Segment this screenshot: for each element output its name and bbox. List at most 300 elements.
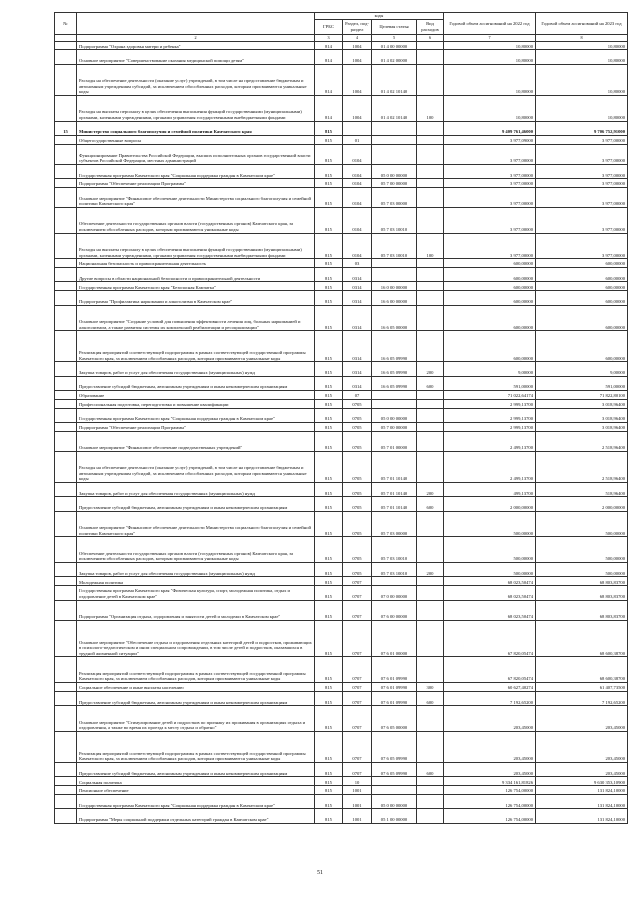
row-number-cell: [55, 64, 77, 95]
row-razdel-cell: 0707: [343, 691, 372, 705]
row-number-cell: [55, 423, 77, 432]
row-2022-value-cell: 500,00000: [444, 511, 536, 537]
table-row: [55, 563, 628, 577]
row-razdel-cell: 0707: [343, 577, 372, 586]
row-vr-cell: 200: [417, 483, 444, 497]
row-razdel-cell: 0705: [343, 408, 372, 422]
row-2023-value-cell: 600,00000: [536, 291, 628, 305]
table-row: [55, 207, 628, 233]
row-grbs-cell: 815: [315, 391, 343, 400]
table-row: [55, 794, 628, 808]
row-2023-value-cell: 7 192,65200: [536, 691, 628, 705]
row-2022-value-cell: 3 977,00000: [444, 144, 536, 164]
row-vr-cell: [417, 657, 444, 683]
col-vr-header: Вид расходов: [417, 19, 444, 34]
table-row: [55, 179, 628, 188]
table-row: [55, 762, 628, 776]
row-number-cell: [55, 691, 77, 705]
row-2023-value-cell: 3 977,00000: [536, 187, 628, 207]
table-row: [55, 259, 628, 268]
row-number-cell: [55, 399, 77, 408]
row-name-cell: Функционирование Правительства Российской Федерации, высших исполнительных органов государственной власти субъектов Российской Федерации, местных администраций: [77, 144, 315, 164]
row-2022-value-cell: 67 820,05474: [444, 657, 536, 683]
row-2023-value-cell: 9,00000: [536, 362, 628, 376]
table-row: [55, 164, 628, 178]
row-vr-cell: [417, 64, 444, 95]
row-name-cell: Молодежная политика: [77, 577, 315, 586]
row-vr-cell: [417, 586, 444, 600]
row-name-cell: Предоставление субсидий бюджетным, автономным учреждениям и иным некоммерческим организациям: [77, 762, 315, 776]
table-row: [55, 41, 628, 50]
col-2023-header: Годовой объем ассигнований на 2023 год: [536, 13, 628, 35]
row-2023-value-cell: 600,00000: [536, 259, 628, 268]
row-2023-value-cell: 2 518,96400: [536, 451, 628, 482]
row-number-cell: [55, 657, 77, 683]
row-target-cell: 07 6 00 00000: [372, 600, 417, 620]
row-target-cell: [372, 786, 417, 795]
row-target-cell: 05 0 00 00000: [372, 408, 417, 422]
row-2023-value-cell: 3 018,96400: [536, 408, 628, 422]
row-2022-value-cell: 68 023,50474: [444, 586, 536, 600]
row-2023-value-cell: 500,00000: [536, 563, 628, 577]
row-number-cell: [55, 305, 77, 331]
row-target-cell: 07 6 05 00000: [372, 706, 417, 732]
table-row: [55, 497, 628, 511]
row-2022-value-cell: 600,00000: [444, 282, 536, 291]
col-grbs-header: ГРБС: [315, 19, 343, 34]
row-grbs-cell: 815: [315, 164, 343, 178]
row-razdel-cell: 0705: [343, 423, 372, 432]
row-razdel-cell: 0705: [343, 511, 372, 537]
row-2023-value-cell: 3 977,00000: [536, 144, 628, 164]
row-2022-value-cell: 126 754,00000: [444, 794, 536, 808]
row-target-cell: [372, 121, 417, 135]
table-row: [55, 95, 628, 121]
row-grbs-cell: 815: [315, 207, 343, 233]
row-2023-value-cell: 600,00000: [536, 331, 628, 362]
col-2022-header: Годовой объем ассигнований на 2022 год: [444, 13, 536, 35]
row-vr-cell: 600: [417, 762, 444, 776]
row-razdel-cell: 0705: [343, 399, 372, 408]
row-razdel-cell: 0707: [343, 762, 372, 776]
row-2023-value-cell: 10,80000: [536, 41, 628, 50]
row-target-cell: 07 6 01 09990: [372, 657, 417, 683]
row-target-cell: [372, 267, 417, 281]
table-row: [55, 267, 628, 281]
row-2023-value-cell: 131 824,10000: [536, 794, 628, 808]
row-name-cell: Подпрограмма "Обеспечение реализации Программы": [77, 423, 315, 432]
row-vr-cell: [417, 305, 444, 331]
row-razdel-cell: 1004: [343, 95, 372, 121]
row-2022-value-cell: 3 977,00000: [444, 164, 536, 178]
row-number-cell: [55, 577, 77, 586]
row-razdel-cell: 01: [343, 135, 372, 144]
row-2023-value-cell: 131 824,10000: [536, 786, 628, 795]
row-number-cell: [55, 187, 77, 207]
row-2023-value-cell: 68 803,83700: [536, 577, 628, 586]
row-number-cell: [55, 144, 77, 164]
row-target-cell: 05 7 03 00000: [372, 187, 417, 207]
row-2023-value-cell: 10,80000: [536, 64, 628, 95]
row-grbs-cell: 815: [315, 187, 343, 207]
row-grbs-cell: 814: [315, 95, 343, 121]
row-2022-value-cell: 10,80000: [444, 50, 536, 64]
table-row: [55, 144, 628, 164]
row-number-cell: [55, 282, 77, 291]
row-razdel-cell: 0104: [343, 179, 372, 188]
row-razdel-cell: 03: [343, 259, 372, 268]
row-2022-value-cell: 126 754,00000: [444, 809, 536, 823]
row-number-cell: [55, 207, 77, 233]
index-cell: 8: [536, 34, 628, 41]
row-vr-cell: 600: [417, 691, 444, 705]
row-razdel-cell: 0314: [343, 305, 372, 331]
row-number-cell: [55, 586, 77, 600]
row-target-cell: 07 6 05 09990: [372, 762, 417, 776]
row-razdel-cell: 0707: [343, 657, 372, 683]
row-razdel-cell: 0314: [343, 282, 372, 291]
row-name-cell: Закупка товаров, работ и услуг для обеспечения государственных (муниципальных) нужд: [77, 483, 315, 497]
row-2023-value-cell: 2 518,96400: [536, 431, 628, 451]
row-name-cell: Обеспечение деятельности государственных органов власти (государственных органов) Камчатского края, за исключением обособленных расходов, которым присваиваются уникальные коды: [77, 207, 315, 233]
row-grbs-cell: 815: [315, 691, 343, 705]
row-razdel-cell: 0707: [343, 682, 372, 691]
row-2022-value-cell: 2 499,13700: [444, 431, 536, 451]
row-2022-value-cell: 203,45000: [444, 706, 536, 732]
row-2022-value-cell: 71 022,64174: [444, 391, 536, 400]
row-2022-value-cell: 2 999,13700: [444, 399, 536, 408]
row-razdel-cell: 0104: [343, 144, 372, 164]
row-2023-value-cell: 61 407,73500: [536, 682, 628, 691]
row-vr-cell: [417, 135, 444, 144]
row-2022-value-cell: 203,45000: [444, 731, 536, 762]
row-number-cell: [55, 483, 77, 497]
row-number-cell: [55, 497, 77, 511]
table-row: [55, 682, 628, 691]
row-target-cell: 05 7 03 10010: [372, 537, 417, 563]
row-razdel-cell: 07: [343, 391, 372, 400]
row-target-cell: [372, 399, 417, 408]
row-grbs-cell: 815: [315, 291, 343, 305]
row-vr-cell: [417, 259, 444, 268]
row-name-cell: Предоставление субсидий бюджетным, автономным учреждениям и иным некоммерческим организациям: [77, 497, 315, 511]
row-target-cell: 05 7 01 00000: [372, 431, 417, 451]
row-2022-value-cell: 500,00000: [444, 563, 536, 577]
table-row: [55, 600, 628, 620]
table-row: [55, 282, 628, 291]
row-razdel-cell: 0707: [343, 706, 372, 732]
row-target-cell: 01 4 02 10140: [372, 64, 417, 95]
row-vr-cell: [417, 50, 444, 64]
row-name-cell: Основное мероприятие "Создание условий для повышения эффективности лечения лиц, больных наркоманией и алкоголизмом, а также развития системы их комплексной реабилитации и ресоциализации": [77, 305, 315, 331]
row-name-cell: Государственная программа Камчатского края "Физическая культура, спорт, молодежная политика, отдых и оздоровление детей в Камчатском крае": [77, 586, 315, 600]
row-grbs-cell: 815: [315, 511, 343, 537]
row-target-cell: 16 6 00 00000: [372, 291, 417, 305]
row-grbs-cell: 815: [315, 408, 343, 422]
row-razdel-cell: 0705: [343, 451, 372, 482]
row-grbs-cell: 815: [315, 777, 343, 786]
row-2023-value-cell: 600,00000: [536, 267, 628, 281]
row-grbs-cell: 815: [315, 620, 343, 657]
row-number-cell: [55, 376, 77, 390]
row-number-cell: [55, 537, 77, 563]
row-razdel-cell: 1001: [343, 794, 372, 808]
row-vr-cell: [417, 431, 444, 451]
row-2022-value-cell: 9 334 161,81826: [444, 777, 536, 786]
row-grbs-cell: 815: [315, 431, 343, 451]
row-name-cell: Подпрограмма "Охрана здоровья матери и ребенка": [77, 41, 315, 50]
row-2023-value-cell: 68 600,38700: [536, 620, 628, 657]
row-target-cell: 05 7 03 10010: [372, 563, 417, 577]
row-target-cell: [372, 144, 417, 164]
row-grbs-cell: 815: [315, 682, 343, 691]
row-target-cell: 16 6 05 00000: [372, 305, 417, 331]
row-razdel-cell: [343, 121, 372, 135]
row-vr-cell: [417, 777, 444, 786]
row-razdel-cell: 0705: [343, 537, 372, 563]
row-number-cell: [55, 809, 77, 823]
row-2023-value-cell: 500,00000: [536, 511, 628, 537]
row-2022-value-cell: 2 499,13700: [444, 451, 536, 482]
row-2023-value-cell: 131 824,10000: [536, 809, 628, 823]
row-vr-cell: 600: [417, 497, 444, 511]
table-row: [55, 777, 628, 786]
row-number-cell: [55, 362, 77, 376]
table-row: [55, 50, 628, 64]
row-2022-value-cell: 7 192,65200: [444, 691, 536, 705]
row-2022-value-cell: 3 977,00000: [444, 233, 536, 259]
table-row: [55, 483, 628, 497]
row-target-cell: 05 7 00 00000: [372, 423, 417, 432]
row-grbs-cell: 815: [315, 144, 343, 164]
row-grbs-cell: 815: [315, 586, 343, 600]
row-number-cell: [55, 511, 77, 537]
row-target-cell: 05 0 00 00000: [372, 164, 417, 178]
row-razdel-cell: 0707: [343, 731, 372, 762]
row-grbs-cell: 815: [315, 600, 343, 620]
row-2022-value-cell: 591,00000: [444, 376, 536, 390]
row-target-cell: 05 7 03 10010: [372, 207, 417, 233]
row-vr-cell: [417, 144, 444, 164]
table-row: [55, 706, 628, 732]
row-razdel-cell: 0104: [343, 233, 372, 259]
row-target-cell: [372, 135, 417, 144]
row-name-cell: Государственная программа Камчатского края "Безопасная Камчатка": [77, 282, 315, 291]
row-number-cell: [55, 794, 77, 808]
row-vr-cell: [417, 121, 444, 135]
table-body: [55, 41, 628, 823]
row-razdel-cell: 1004: [343, 41, 372, 50]
row-2022-value-cell: 10,80000: [444, 95, 536, 121]
row-2023-value-cell: 518,96400: [536, 483, 628, 497]
row-vr-cell: 100: [417, 233, 444, 259]
row-grbs-cell: 815: [315, 706, 343, 732]
row-2023-value-cell: 203,45000: [536, 731, 628, 762]
row-name-cell: Государственная программа Камчатского края "Социальная поддержка граждан в Камчатском крае": [77, 408, 315, 422]
table-row: [55, 423, 628, 432]
index-cell: 7: [444, 34, 536, 41]
row-2023-value-cell: 68 803,83700: [536, 600, 628, 620]
row-grbs-cell: 815: [315, 762, 343, 776]
row-grbs-cell: 815: [315, 233, 343, 259]
row-grbs-cell: 815: [315, 135, 343, 144]
row-grbs-cell: 815: [315, 305, 343, 331]
column-index-row: [55, 34, 628, 41]
row-razdel-cell: 0705: [343, 563, 372, 577]
row-razdel-cell: 0707: [343, 600, 372, 620]
row-name-cell: Государственная программа Камчатского края "Социальная поддержка граждан в Камчатском крае": [77, 794, 315, 808]
row-target-cell: 05 7 01 10140: [372, 451, 417, 482]
table-row: [55, 731, 628, 762]
col-razdel-header: Раздел, под-раздел: [343, 19, 372, 34]
row-2022-value-cell: 2 999,13700: [444, 423, 536, 432]
row-grbs-cell: 815: [315, 451, 343, 482]
row-target-cell: 05 7 03 10010: [372, 233, 417, 259]
table-row: [55, 809, 628, 823]
row-vr-cell: [417, 537, 444, 563]
row-vr-cell: [417, 511, 444, 537]
row-razdel-cell: 1001: [343, 786, 372, 795]
row-2022-value-cell: 3 977,00000: [444, 207, 536, 233]
row-target-cell: 07 6 01 09990: [372, 682, 417, 691]
table-row: [55, 121, 628, 135]
row-target-cell: 16 6 05 09990: [372, 362, 417, 376]
row-2023-value-cell: 68 600,38700: [536, 657, 628, 683]
row-number-cell: [55, 620, 77, 657]
row-vr-cell: 300: [417, 682, 444, 691]
row-2022-value-cell: 68 023,50474: [444, 600, 536, 620]
row-number-cell: [55, 41, 77, 50]
row-2023-value-cell: 600,00000: [536, 282, 628, 291]
row-vr-cell: [417, 164, 444, 178]
table-row: [55, 620, 628, 657]
row-vr-cell: [417, 187, 444, 207]
row-number-cell: [55, 431, 77, 451]
row-target-cell: 05 7 01 10140: [372, 483, 417, 497]
row-name-cell: Социальная политика: [77, 777, 315, 786]
table-row: [55, 399, 628, 408]
index-cell: 4: [343, 34, 372, 41]
table-row: [55, 408, 628, 422]
table-row: [55, 64, 628, 95]
row-grbs-cell: 815: [315, 497, 343, 511]
row-target-cell: 16 6 05 09990: [372, 376, 417, 390]
row-vr-cell: [417, 577, 444, 586]
row-name-cell: Реализация мероприятий соответствующей подпрограммы в рамках соответствующей государственной программы Камчатского края, за исключением обособленных расходов, которым присваиваются уникальные коды: [77, 657, 315, 683]
row-vr-cell: 200: [417, 362, 444, 376]
row-razdel-cell: 0705: [343, 431, 372, 451]
row-target-cell: 07 6 05 09990: [372, 731, 417, 762]
row-2022-value-cell: 203,45000: [444, 762, 536, 776]
row-target-cell: 05 1 00 00000: [372, 809, 417, 823]
row-razdel-cell: 0707: [343, 586, 372, 600]
row-grbs-cell: 814: [315, 50, 343, 64]
row-number-cell: [55, 331, 77, 362]
row-grbs-cell: 815: [315, 731, 343, 762]
row-vr-cell: [417, 179, 444, 188]
row-vr-cell: 100: [417, 95, 444, 121]
table-row: [55, 305, 628, 331]
row-number-cell: [55, 731, 77, 762]
row-2023-value-cell: 3 977,00000: [536, 135, 628, 144]
index-cell: 6: [417, 34, 444, 41]
row-2023-value-cell: 9 630 353,10900: [536, 777, 628, 786]
row-number-cell: [55, 682, 77, 691]
row-razdel-cell: 0705: [343, 483, 372, 497]
row-number-cell: [55, 391, 77, 400]
table-row: [55, 577, 628, 586]
row-vr-cell: [417, 706, 444, 732]
row-name-cell: Предоставление субсидий бюджетным, автономным учреждениям и иным некоммерческим организациям: [77, 376, 315, 390]
row-name-cell: Обеспечение деятельности государственных органов власти (государственных органов) Камчатского края, за исключением обособленных расходов, которым присваиваются уникальные коды: [77, 537, 315, 563]
row-number-cell: [55, 600, 77, 620]
row-2022-value-cell: 3 977,00000: [444, 179, 536, 188]
row-target-cell: [372, 577, 417, 586]
row-name-cell: Основное мероприятие "Стимулирование детей и подростков по признаку их проживания в организациях отдыха и оздоровления, а также во время их проезда к месту отдыха и обратно": [77, 706, 315, 732]
row-2022-value-cell: 600,00000: [444, 305, 536, 331]
index-cell: 2: [77, 34, 315, 41]
row-2023-value-cell: 3 977,00000: [536, 164, 628, 178]
row-number-cell: [55, 777, 77, 786]
row-2023-value-cell: 10,80000: [536, 95, 628, 121]
row-2023-value-cell: 203,45000: [536, 706, 628, 732]
row-vr-cell: [417, 267, 444, 281]
row-name-cell: Пенсионное обеспечение: [77, 786, 315, 795]
row-target-cell: 05 7 03 00000: [372, 511, 417, 537]
row-name-cell: Реализация мероприятий соответствующей подпрограммы в рамках соответствующей государственной программы Камчатского края, за исключением обособленных расходов, которым присваиваются уникальные коды: [77, 331, 315, 362]
row-vr-cell: 600: [417, 376, 444, 390]
row-razdel-cell: 0314: [343, 362, 372, 376]
row-2022-value-cell: 600,00000: [444, 291, 536, 305]
row-grbs-cell: 815: [315, 563, 343, 577]
row-2023-value-cell: 600,00000: [536, 305, 628, 331]
row-2022-value-cell: 3 977,00000: [444, 187, 536, 207]
table-row: [55, 431, 628, 451]
row-vr-cell: [417, 391, 444, 400]
index-cell: [55, 34, 77, 41]
row-name-cell: Предоставление субсидий бюджетным, автономным учреждениям и иным некоммерческим организациям: [77, 691, 315, 705]
row-number-cell: [55, 451, 77, 482]
row-vr-cell: [417, 423, 444, 432]
table-row: [55, 451, 628, 482]
row-grbs-cell: 815: [315, 179, 343, 188]
row-grbs-cell: 815: [315, 267, 343, 281]
row-vr-cell: [417, 41, 444, 50]
row-vr-cell: [417, 282, 444, 291]
row-name-cell: Общегосударственные вопросы: [77, 135, 315, 144]
row-name-cell: Подпрограмма "Обеспечение реализации Программы": [77, 179, 315, 188]
table-row: [55, 691, 628, 705]
row-name-cell: Подпрограмма "Меры социальной поддержки отдельных категорий граждан в Камчатском крае": [77, 809, 315, 823]
row-name-cell: Министерство социального благополучия и семейной политики Камчатского края: [77, 121, 315, 135]
row-grbs-cell: 815: [315, 809, 343, 823]
row-target-cell: 07 0 00 00000: [372, 586, 417, 600]
row-number-cell: 15: [55, 121, 77, 135]
row-razdel-cell: 10: [343, 777, 372, 786]
row-grbs-cell: 814: [315, 41, 343, 50]
row-number-cell: [55, 164, 77, 178]
table-row: [55, 537, 628, 563]
table-row: [55, 362, 628, 376]
row-target-cell: 01 4 02 10140: [372, 95, 417, 121]
table-row: [55, 187, 628, 207]
row-number-cell: [55, 50, 77, 64]
row-name-cell: Подпрограмма "Профилактика наркомании и алкоголизма в Камчатском крае": [77, 291, 315, 305]
row-target-cell: [372, 259, 417, 268]
row-target-cell: 05 7 01 10140: [372, 497, 417, 511]
row-2023-value-cell: 68 803,83700: [536, 586, 628, 600]
row-target-cell: [372, 391, 417, 400]
